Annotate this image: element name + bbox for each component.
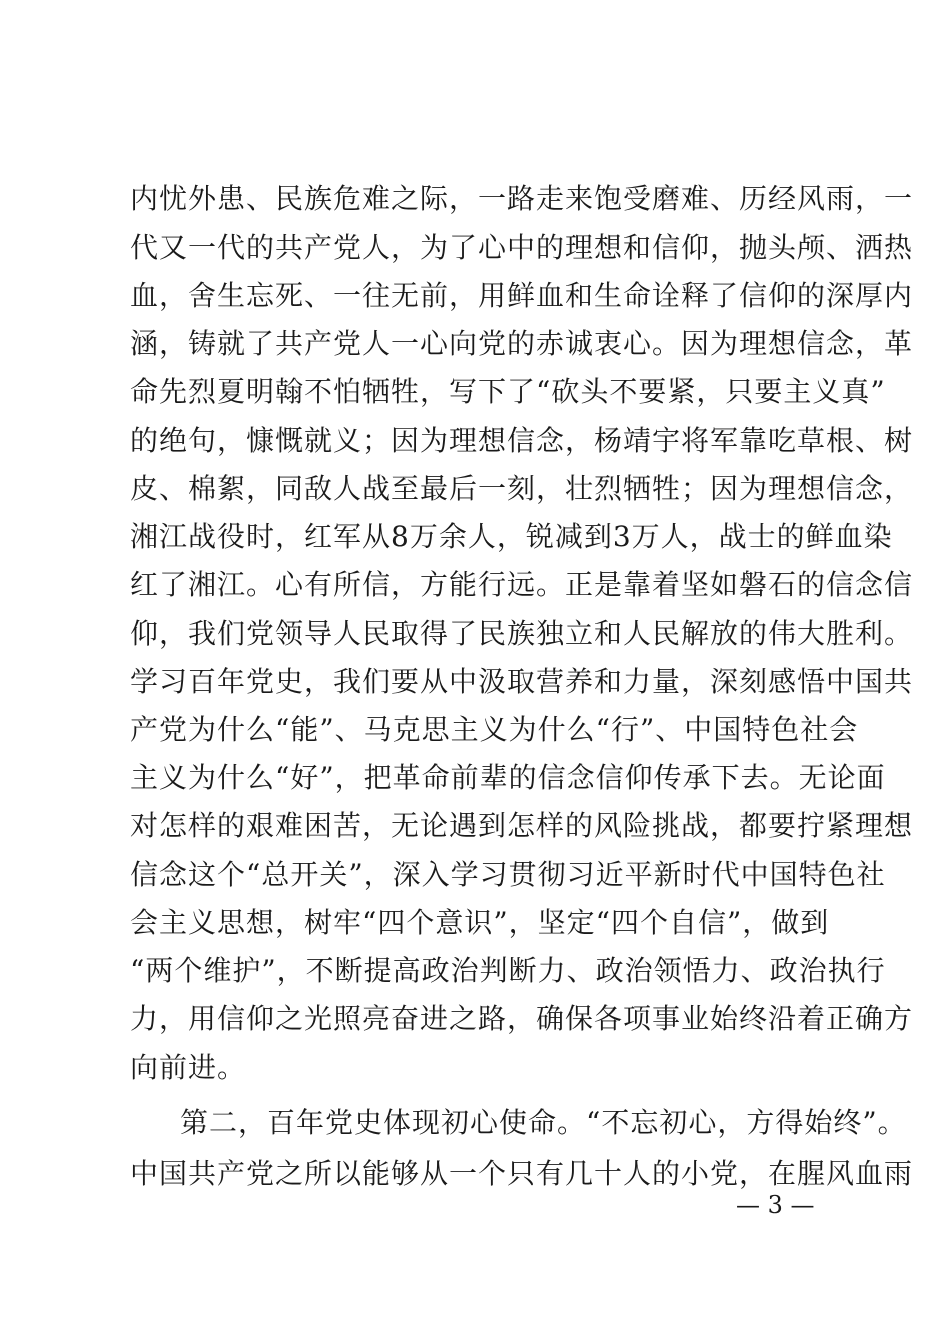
text-line: 对怎样的艰难困苦，无论遇到怎样的风险挑战，都要拧紧理想 — [130, 809, 914, 842]
text-line: 涵，铸就了共产党人一心向党的赤诚衷心。因为理想信念，革 — [130, 327, 914, 360]
text-line: 产党为什么“能”、马克思主义为什么“行”、中国特色社会 — [130, 713, 859, 746]
text-line: 命先烈夏明翰不怕牺牲，写下了“砍头不要紧，只要主义真” — [130, 375, 886, 408]
text-line: 内忧外患、民族危难之际，一路走来饱受磨难、历经风雨，一 — [130, 182, 914, 215]
text-line: 信念这个“总开关”，深入学习贯彻习近平新时代中国特色社 — [130, 858, 886, 891]
text-line: 血，舍生忘死、一往无前，用鲜血和生命诠释了信仰的深厚内 — [130, 279, 914, 312]
text-line: 红了湘江。心有所信，方能行远。正是靠着坚如磐石的信念信 — [130, 568, 914, 601]
text-line: 力，用信仰之光照亮奋进之路，确保各项事业始终沿着正确方 — [130, 1002, 914, 1035]
text-line: 学习百年党史，我们要从中汲取营养和力量，深刻感悟中国共 — [130, 665, 914, 698]
text-line: 主义为什么“好”，把革命前辈的信念信仰传承下去。无论面 — [130, 761, 886, 794]
text-line: 向前进。 — [130, 1051, 247, 1084]
page-number: — 3 — — [736, 1191, 815, 1219]
text-line: 的绝句，慷慨就义；因为理想信念，杨靖宇将军靠吃草根、树 — [130, 424, 914, 457]
text-line: 中国共产党之所以能够从一个只有几十人的小党，在腥风血雨 — [130, 1157, 914, 1190]
text-line: 皮、棉絮，同敌人战至最后一刻，壮烈牺牲；因为理想信念， — [130, 472, 914, 505]
text-line: 仰，我们党领导人民取得了民族独立和人民解放的伟大胜利。 — [130, 617, 914, 650]
text-line: 代又一代的共产党人，为了心中的理想和信仰，抛头颅、洒热 — [130, 231, 914, 264]
text-line: 会主义思想，树牢“四个意识”，坚定“四个自信”，做到 — [130, 906, 830, 939]
paragraph-first-line: 第二，百年党史体现初心使命。“不忘初心，方得始终”。 — [180, 1106, 907, 1139]
text-line: “两个维护”，不断提高政治判断力、政治领悟力、政治执行 — [130, 954, 886, 987]
text-line: 湘江战役时，红军从8万余人，锐减到3万人，战士的鲜血染 — [130, 520, 893, 553]
